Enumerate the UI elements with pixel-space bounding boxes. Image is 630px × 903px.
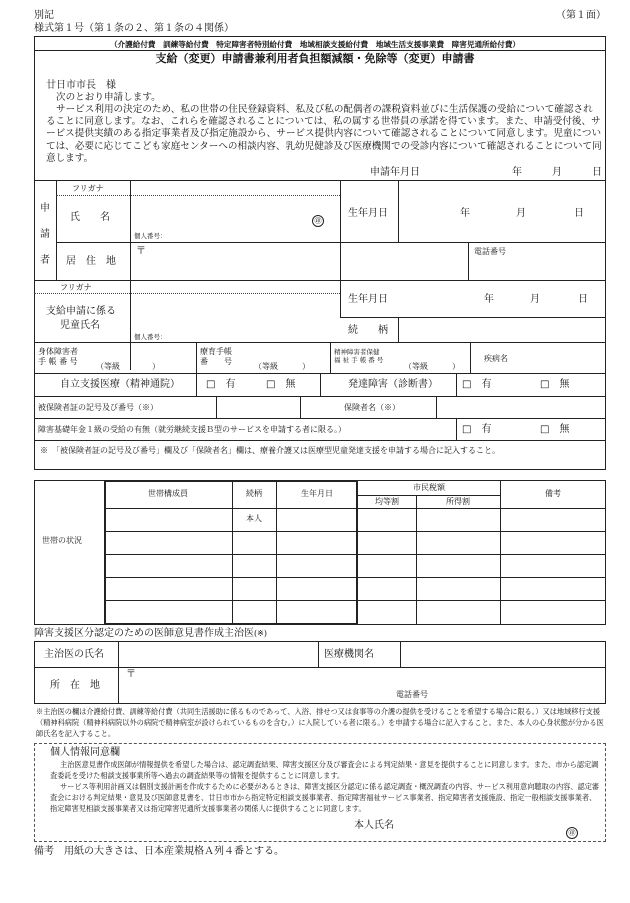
household-header-tax: 市民税額 xyxy=(413,483,445,492)
clinic-name-label: 医療機関名 xyxy=(324,649,374,660)
insured-no-field[interactable] xyxy=(220,399,296,416)
doctor-note: ※主治医の欄は介護給付費、訓練等給付費（共同生活援助に係るものであって、入浴、排せつ又は食事等の介護の提供を受けることを希望する場合に限る。）又は地域移行支援（精神科病院（精神科病院以外の病院で精神病室が設けられているものを含む。）に入院している者に限る。）を申請する場合に記入すること。また、本人の心身状態が分かる医師氏名を記入すること。 xyxy=(36,707,604,738)
disease-name-field[interactable] xyxy=(520,346,604,370)
privacy-title: 個人情報同意欄 xyxy=(50,747,120,758)
service-list: （介護給付費 訓練等給付費 特定障害者特別給付費 地域相談支援給付費 地域生活支援事業費 障害児通所給付費） xyxy=(109,40,521,49)
applicant-seal: ㊞ xyxy=(312,208,324,227)
applicant-phone-label: 電話番号 xyxy=(474,247,506,256)
footer-remarks: 備考 用紙の大きさは、日本産業規格Ａ列４番とする。 xyxy=(34,846,284,857)
intro-line: 次のとおり申請します。 xyxy=(56,92,161,103)
signature-field[interactable] xyxy=(400,816,560,834)
privacy-para-2: サービス等利用計画又は個別支援計画を作成するために必要があるときは、障害支援区分認定に係る認定調査・概況調査の内容、サービス利用意向聴取の内容、認定審査会における判定結果・意見及び医師意見書を、廿日市市から指定特定相談支援事業者、指定障害福祉サービス事業者、指定障害者支援施設、指定一般相談支援事業者、指定障害児相談支援事業者又は指定障害児通所支援事業者の関係人に提供することに同意します。 xyxy=(50,782,600,813)
privacy-para-1: 主治医意見書作成医師が情報提供を希望した場合は、認定調査結果、障害支援区分及び審査会による判定結果・意見を提供することに同意します。また、市から認定調査委託を受けた相談支援事業所等へ過去の調査結果等の情報を提供することに同意します。 xyxy=(50,760,599,780)
dev-disorder-no-checkbox[interactable]: □ 無 xyxy=(540,379,570,390)
self-support-yes-checkbox[interactable]: □ 有 xyxy=(206,379,236,390)
mental-cert-label: 精神障害者保健 福 祉 手 帳 番 号 xyxy=(334,348,384,364)
addressee: 廿日市市長 様 xyxy=(46,80,116,91)
physical-cert-label: 身体障害者 手 帳 番 号 xyxy=(38,347,78,366)
rehab-cert-label: 療育手帳 番 号 xyxy=(200,347,232,366)
pension-yes-checkbox[interactable]: □ 有 xyxy=(462,424,492,435)
application-date-label: 申請年月日 xyxy=(370,167,420,178)
applicant-side-label: 申 請 者 xyxy=(40,203,50,266)
insurer-name-label: 保険者名（※） xyxy=(344,403,400,412)
applicant-personal-no-label: 個人番号： xyxy=(134,232,167,240)
doctor-phone-label: 電話番号 xyxy=(396,690,428,699)
child-name-field[interactable] xyxy=(135,296,335,330)
doctor-postal-mark: 〒 xyxy=(126,669,136,680)
applicant-name-field[interactable] xyxy=(135,196,310,232)
applicant-furigana-label: フリガナ xyxy=(72,184,104,193)
signature-seal: ㊞ xyxy=(566,820,578,839)
child-relation-field[interactable] xyxy=(402,320,602,340)
applicant-address-label: 居 住 地 xyxy=(66,256,116,267)
consent-text: サービス利用の決定のため、私の世帯の住民登録資料、私及び私の配偶者の課税資料並びに生活保護の受給について確認されることに同意します。なお、これらを確認されることについては、私の属する世帯員の承諾を得ています。また、申請受付後、サービス提供実績のある指定事業者及び指定施設から、サービス提供内容について確認されることについて同意します。児童については、必要に応じてこども家庭センターへの相談内容、乳幼児健診及び医療機関での受診内容について確認されることについて同意します。 xyxy=(46,104,602,164)
doctor-section-title: 障害支援区分認定のための医師意見書作成主治医(※) xyxy=(34,628,267,639)
form-title: 支給（変更）申請書兼利用者負担額減額・免除等（変更）申請書 xyxy=(155,52,475,65)
household-header-remarks: 備考 xyxy=(545,489,561,498)
household-header-relation: 続柄 xyxy=(246,489,262,498)
insured-no-label: 被保険者証の記号及び番号（※） xyxy=(38,403,158,412)
self-support-label: 自立支援医療（精神通院） xyxy=(60,379,180,390)
clinic-name-field[interactable] xyxy=(404,645,602,663)
doctor-name-field[interactable] xyxy=(122,645,314,663)
child-dob-label: 生年月日 xyxy=(348,294,388,305)
annex-label: 別記 xyxy=(34,10,54,21)
pension-no-checkbox[interactable]: □ 無 xyxy=(540,424,570,435)
insurer-name-field[interactable] xyxy=(440,399,602,416)
applicant-dob-label: 生年月日 xyxy=(348,208,388,219)
household-header-income: 所得割 xyxy=(446,497,470,506)
disease-name-label: 疾病名 xyxy=(484,354,508,363)
child-name-label-2: 児童氏名 xyxy=(60,320,100,331)
form-number: 様式第１号（第１条の２、第１条の４関係） xyxy=(34,23,234,34)
doctor-address-field[interactable] xyxy=(124,682,384,700)
household-header-per-capita: 均等割 xyxy=(375,497,399,506)
child-furigana-label: フリガナ xyxy=(60,283,92,292)
page-number: （第１面） xyxy=(556,10,606,21)
doctor-name-label: 主治医の氏名 xyxy=(44,649,104,660)
household-header-member: 世帯構成員 xyxy=(148,489,188,498)
pension-label: 障害基礎年金１級の受給の有無（就労継続支援Ｂ型のサービスを申請する者に限る。） xyxy=(38,425,346,434)
dev-disorder-label: 発達障害（診断書） xyxy=(348,379,438,390)
postal-mark: 〒 xyxy=(136,246,146,257)
child-personal-no-label: 個人番号： xyxy=(134,333,167,341)
dev-disorder-yes-checkbox[interactable]: □ 有 xyxy=(462,379,492,390)
signature-label: 本人氏名 xyxy=(354,820,394,831)
household-side-label: 世帯の状況 xyxy=(42,536,82,545)
household-self-label: 本人 xyxy=(246,514,262,523)
doctor-address-label: 所 在 地 xyxy=(50,680,100,691)
applicant-phone-field[interactable] xyxy=(470,258,604,278)
doctor-phone-field[interactable] xyxy=(440,684,600,702)
asterisk-note: ※ 「被保険者証の記号及び番号」欄及び「保険者名」欄は、療養介護又は医療型児童発達支援を申請する場合に記入すること。 xyxy=(40,446,500,455)
applicant-address-field[interactable] xyxy=(132,258,462,278)
self-support-no-checkbox[interactable]: □ 無 xyxy=(266,379,296,390)
child-relation-label: 続 柄 xyxy=(348,325,388,336)
household-header-dob: 生年月日 xyxy=(301,489,333,498)
applicant-name-label: 氏 名 xyxy=(70,212,110,223)
child-name-label-1: 支給申請に係る xyxy=(46,306,116,317)
